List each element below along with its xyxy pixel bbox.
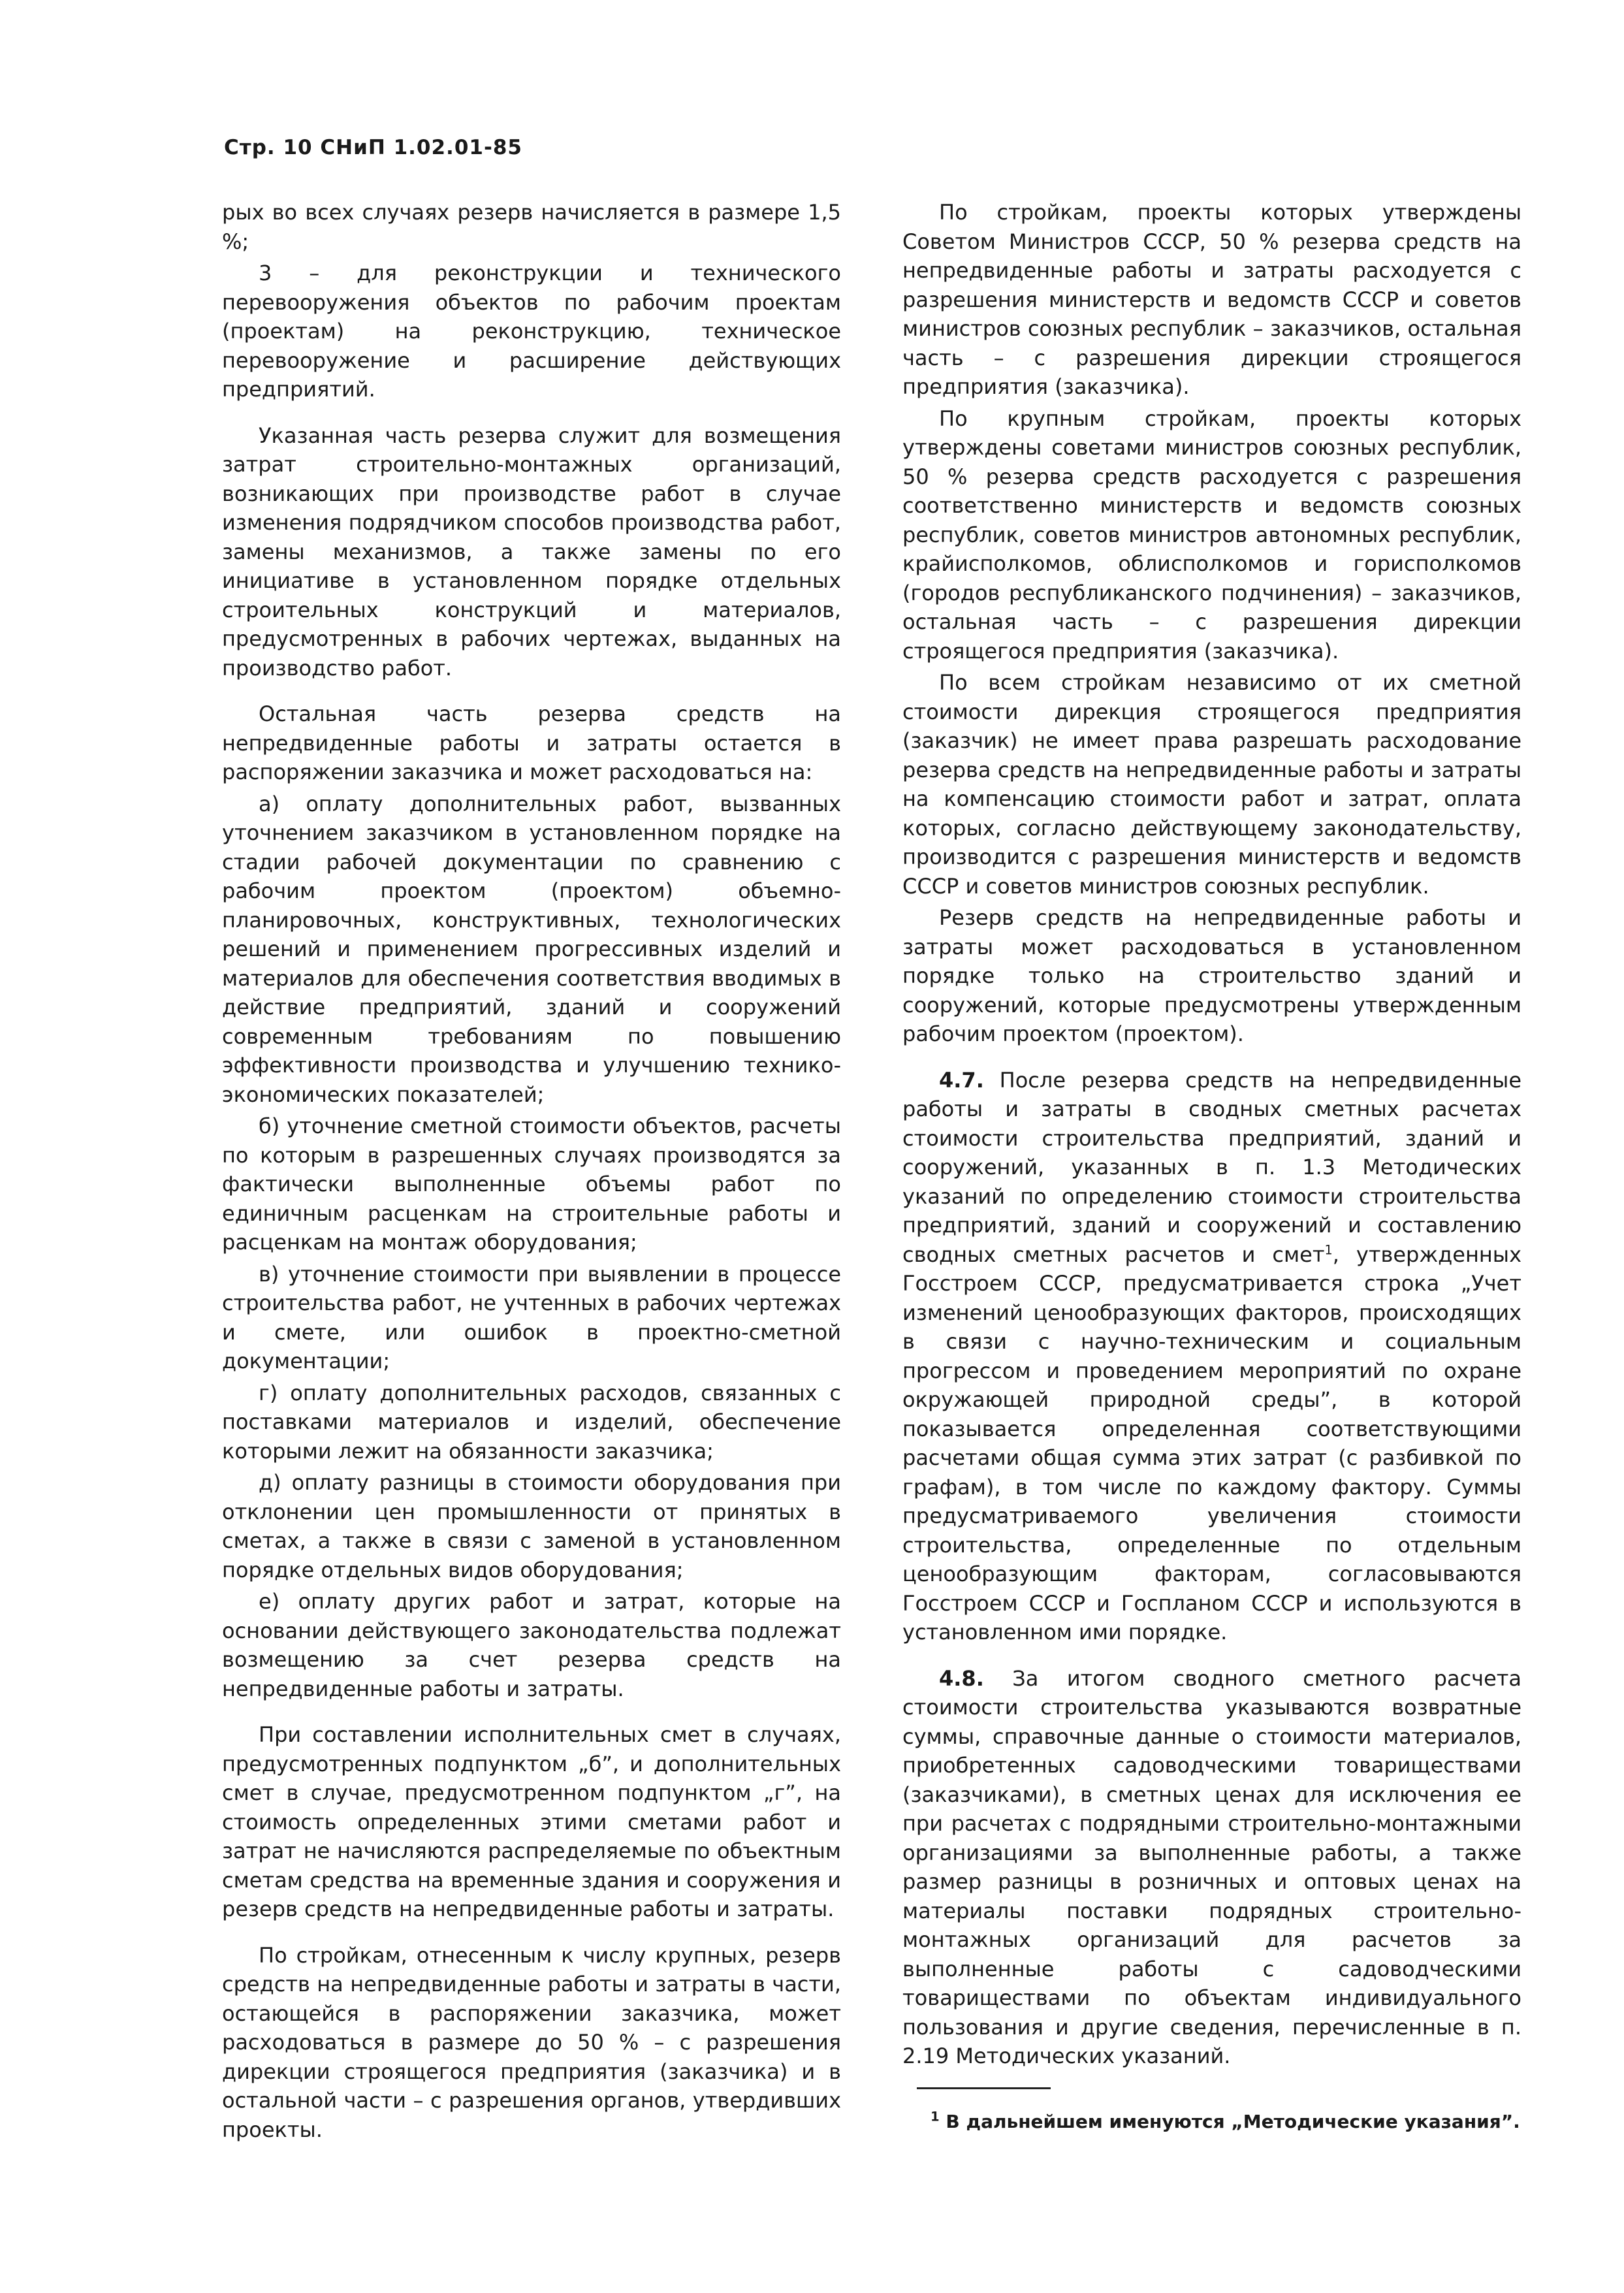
paragraph: По всем стройкам независимо от их сметной стоимости дирекция строящегося предприятия (заказчик) не имеет права разрешать расходование резерва средств на непредвиденные работы и затраты на компенсацию стоимости работ и затрат, оплата которых, согласно действующему законодательству, производится с разрешения министерств и ведомств СССР и советов министров союзных республик. bbox=[902, 670, 1521, 899]
list-item: б) уточнение сметной стоимости объектов, расчеты по которым в разрешенных случаях производятся за фактически выполненные объемы работ по единичным расценкам на строительные работы и расценкам на монтаж оборудования; bbox=[222, 1114, 841, 1255]
paragraph: Указанная часть резерва служит для возмещения затрат строительно-монтажных организаций, возникающих при производстве работ в случае изменения подрядчиком способов производства работ, замены механизмов, а также замены по его инициативе в установленном порядке отдельных строительных конструкций и материалов, предусмотренных в рабочих чертежах, выданных на производство работ. bbox=[222, 423, 841, 681]
list-item: а) оплату дополнительных работ, вызванных уточнением заказчиком в установленном порядке на стадии рабочей документации по сравнению с рабочим проектом (проектом) объемно-планировочных, конструктивных, технологических решений и применением прогрессивных изделий и материалов для обеспечения соответствия вводимых в действие предприятий, зданий и сооружений современным требованиям по повышению эффективности производства и улучшению технико-экономических показателей; bbox=[222, 791, 841, 1107]
paragraph: По стройкам, отнесенным к числу крупных, резерв средств на непредвиденные работы и затраты в части, остающейся в распоряжении заказчика, может расходоваться в размере до 50 % – с разрешения дирекции строящегося предприятия (заказчика) и в остальной части – с разрешения органов, утвердивших проекты. bbox=[222, 1942, 841, 2142]
paragraph: Резерв средств на непредвиденные работы и затраты может расходоваться в установленном порядке только на строительство зданий и сооружений, которые предусмотрены утвержденным рабочим проектом (проектом). bbox=[902, 905, 1521, 1046]
document-code: СНиП 1.02.01-85 bbox=[320, 136, 522, 159]
right-column bbox=[902, 198, 1521, 2088]
section-4-8 bbox=[902, 1664, 1521, 2071]
list-item: е) оплату других работ и затрат, которые на основании действующего законодательства подлежат возмещению за счет резерва средств на непредвиденные работы и затраты. bbox=[222, 1589, 841, 1701]
paragraph: Остальная часть резерва средств на непредвиденные работы и затраты остается в распоряжении заказчика и может расходоваться на: bbox=[222, 701, 841, 784]
page-header bbox=[224, 136, 522, 159]
section-text: За итогом сводного сметного расчета стоимости строительства указываются возвратные суммы, справочные данные о стоимости материалов, приобретенных садоводческими товариществами (заказчиками), в сметных ценах для исключения ее при расчетах с подрядными строительно-монтажными организациями за выполненные работы, а также размер разницы в розничных и оптовых ценах на материалы поставки подрядных строительно-монтажных организаций для расчетов за выполненные работы с садоводческими товариществами по объектам индивидуального пользования и другие сведения, перечисленные в п. 2.19 Методических указаний. bbox=[902, 1665, 1522, 2068]
paragraph: рых во всех случаях резерв начисляется в размере 1,5 %; bbox=[222, 200, 841, 254]
section-number: 4.7. bbox=[939, 1067, 984, 1093]
section-number: 4.8. bbox=[939, 1665, 984, 1691]
footnote-divider bbox=[917, 2087, 1051, 2089]
paragraph: При составлении исполнительных смет в случаях, предусмотренных подпунктом „б”, и дополнительных смет в случае, предусмотренном подпунктом „г”, на стоимость определенных этими сметами работ и затрат не начисляются распределяемые по объектным сметам средства на временные здания и сооружения и резерв средств на непредвиденные работы и затраты. bbox=[222, 1722, 841, 1921]
section-text: , утвержденных Госстроем СССР, предусматривается строка „Учет изменений ценообразующих факторов, происходящих в связи с научно-техническим и социальным прогрессом и проведением мероприятий по охране окружающей природной среды”, в которой показывается определенная соответствующими расчетами общая сумма этих затрат (с разбивкой по графам), в том числе по каждому фактору. Суммы предусматриваемого увеличения стоимости строительства, определенные по отдельным ценообразующим факторам, согласовываются Госстроем СССР и Госпланом СССР и используются в установленном ими порядке. bbox=[902, 1242, 1522, 1644]
section-4-7 bbox=[902, 1066, 1521, 1647]
footnote-mark: 1 bbox=[931, 2109, 940, 2125]
paragraph: По крупным стройкам, проекты которых утверждены советами министров союзных республик, 50 % резерва средств расходуется с разрешения соответственно министерств и ведомств союзных республик, советов министров автономных республик, крайисполкомов, облисполкомов и горисполкомов (городов республиканского подчинения) – заказчиков, остальная часть – с разрешения дирекции строящегося предприятия (заказчика). bbox=[902, 406, 1521, 664]
footnote-text: В дальнейшем именуются „Методические указания”. bbox=[946, 2111, 1520, 2132]
page-number: Стр. 10 bbox=[224, 136, 313, 159]
list-item: в) уточнение стоимости при выявлении в процессе строительства работ, не учтенных в рабочих чертежах и смете, или ошибок в проектно-сметной документации; bbox=[222, 1261, 841, 1373]
paragraph: По стройкам, проекты которых утверждены Советом Министров СССР, 50 % резерва средств на непредвиденные работы и затраты расходуется с разрешения министерств и ведомств СССР и советов министров союзных республик – заказчиков, остальная часть – с разрешения дирекции строящегося предприятия (заказчика). bbox=[902, 200, 1521, 399]
section-text: После резерва средств на непредвиденные работы и затраты в сводных сметных расчетах стоимости строительства предприятий, зданий и сооружений, указанных в п. 1.3 Методических указаний по определению стоимости строительства предприятий, зданий и сооружений и составлению сводных сметных расчетов и смет bbox=[902, 1067, 1522, 1267]
left-column bbox=[222, 198, 841, 2161]
list-item: д) оплату разницы в стоимости оборудования при отклонении цен промышленности от принятых в сметах, а также в связи с заменой в установленном порядке отдельных видов оборудования; bbox=[222, 1470, 841, 1582]
footnote-ref: 1 bbox=[1324, 1242, 1333, 1257]
footnote bbox=[931, 2111, 1520, 2132]
list-item: г) оплату дополнительных расходов, связанных с поставками материалов и изделий, обеспечение которыми лежит на обязанности заказчика; bbox=[222, 1380, 841, 1464]
paragraph: 3 – для реконструкции и технического перевооружения объектов по рабочим проектам (проектам) на реконструкцию, техническое перевооружение и расширение действующих предприятий. bbox=[222, 261, 841, 402]
